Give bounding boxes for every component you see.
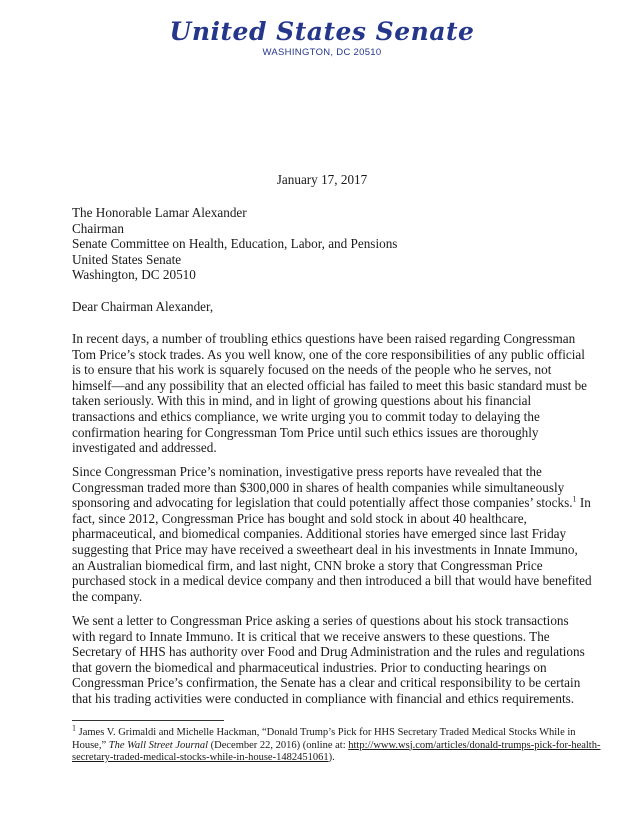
recipient-name: The Honorable Lamar Alexander xyxy=(72,205,247,220)
footnote-text-c: ). xyxy=(328,752,335,763)
paragraph-3: We sent a letter to Congressman Price asking a series of questions about his stock transactions with regard to Innate Immuno. It is critical that we receive answers to these questions. The Secretary of HHS has authority over Food and Drug Administration and the rules and regulations that govern the biomedical and pharmaceutical industries. Prior to conducting hearings on Congressman Price’s confirmation, the Senate has a clear and critical responsibility to be certain that his trading activities were conducted in compliance with financial and ethics requirements. xyxy=(72,613,585,706)
paragraph-2-part-a: Since Congressman Price’s nomination, investigative press reports have revealed that the Congressman traded more than $300,000 in shares of health companies while simultaneously sponsoring and advocating for legislation that could potentially affect those companies’ stocks. xyxy=(72,464,573,511)
recipient-title: Chairman xyxy=(72,220,125,236)
footnote-publication: The Wall Street Journal xyxy=(108,739,209,751)
senate-address: WASHINGTON, DC 20510 xyxy=(262,47,382,58)
footnote-text-a: James V. Grimaldi and Michelle Hackman, “Donald Trump’s Pick for HHS Secretary Traded Medical Stocks While in House,” xyxy=(72,727,576,751)
letterhead xyxy=(0,18,644,58)
footnote-reference[interactable]: 1 xyxy=(572,494,577,504)
footnote-marker: 1 xyxy=(72,723,76,733)
paragraph-2-part-b: In fact, since 2012, Congressman Price has bought and sold stock in about 40 healthcare, pharmaceutical, and biomedical companies. Additional stories have emerged since last Friday suggesting that Price may have received a sweetheart deal in his investments in Innate Immuno, an Australian biomedical firm, and last night, CNN broke a story that Congressman Price purchased stock in a medical device company and then introduced a bill that would have benefited the company. xyxy=(72,495,592,604)
senate-title: United States Senate xyxy=(169,17,475,46)
footnote-link[interactable]: http://www.wsj.com/articles/donald-trumps-pick-for-health-secretary-traded-medical-stocks-while-in-house-1482451061 xyxy=(72,739,601,763)
recipient-body: United States Senate xyxy=(72,251,182,267)
paragraph-1: In recent days, a number of troubling ethics questions have been raised regarding Congressman Tom Price’s stock trades. As you well know, one of the core responsibilities of any public official is to ensure that his work is squarely focused on the needs of the people who he serves, not himself—and any possibility that an elected official has failed to meet this basic standard must be taken seriously. With this in mind, and in light of growing questions about his financial transactions and ethics compliance, we write urging you to commit today to delaying the confirmation hearing for Congressman Tom Price until such ethics issues are thoroughly investigated and addressed. xyxy=(72,331,588,456)
footnote-divider xyxy=(72,720,224,721)
recipient-address xyxy=(72,205,397,283)
paragraph-2 xyxy=(72,464,592,604)
recipient-committee: Senate Committee on Health, Education, Labor, and Pensions xyxy=(72,236,398,251)
salutation: Dear Chairman Alexander, xyxy=(72,299,214,314)
footnote-1 xyxy=(72,723,602,765)
recipient-city: Washington, DC 20510 xyxy=(72,267,196,282)
letter-date: January 17, 2017 xyxy=(276,172,368,187)
footnote-text-b: (December 22, 2016) (online at: xyxy=(208,739,349,751)
